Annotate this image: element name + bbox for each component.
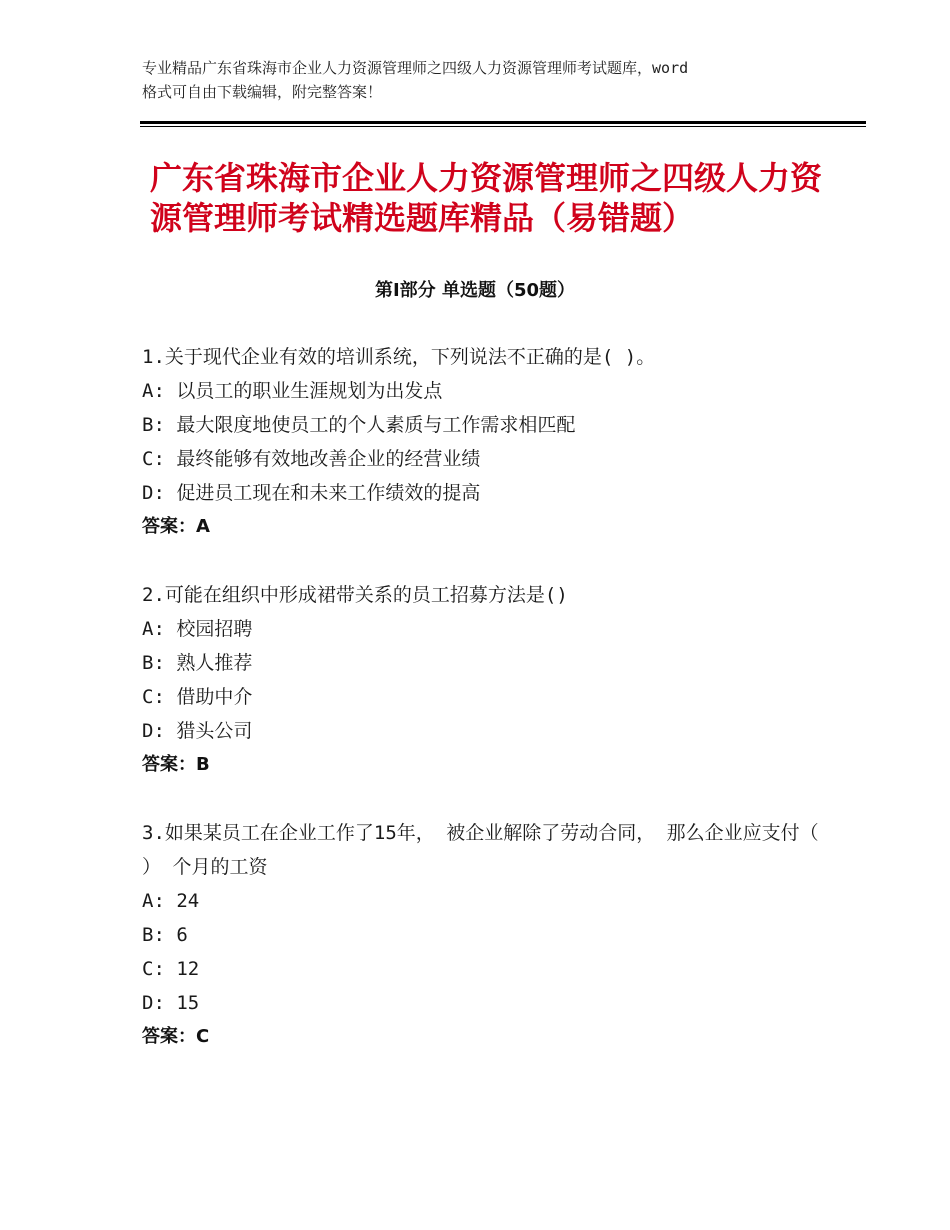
header-note-line-2: 格式可自由下载编辑，附完整答案！ bbox=[142, 83, 383, 101]
answer-label: 答案：C bbox=[142, 1026, 210, 1047]
header-divider-thin bbox=[140, 126, 866, 127]
option-b: B: 熟人推荐 bbox=[142, 652, 253, 674]
header-note bbox=[142, 56, 842, 104]
option-a: A: 以员工的职业生涯规划为出发点 bbox=[142, 380, 443, 402]
option-c: C: 最终能够有效地改善企业的经营业绩 bbox=[142, 448, 481, 470]
option-a: A: 24 bbox=[142, 890, 200, 912]
option-d: D: 促进员工现在和未来工作绩效的提高 bbox=[142, 482, 481, 504]
answer-label: 答案：B bbox=[142, 754, 210, 775]
question-list bbox=[142, 340, 822, 1088]
question-item bbox=[142, 340, 822, 544]
option-c: C: 借助中介 bbox=[142, 686, 253, 708]
question-item bbox=[142, 816, 822, 1054]
option-c: C: 12 bbox=[142, 958, 200, 980]
option-a: A: 校园招聘 bbox=[142, 618, 253, 640]
option-b: B: 最大限度地使员工的个人素质与工作需求相匹配 bbox=[142, 414, 576, 436]
header-note-line-1: 专业精品广东省珠海市企业人力资源管理师之四级人力资源管理师考试题库，word bbox=[142, 59, 689, 77]
question-item bbox=[142, 578, 822, 782]
answer-label: 答案：A bbox=[142, 516, 210, 537]
option-d: D: 猎头公司 bbox=[142, 720, 253, 742]
header-divider-thick bbox=[140, 121, 866, 124]
question-stem: 1.关于现代企业有效的培训系统，下列说法不正确的是( )。 bbox=[142, 346, 656, 368]
document-title: 广东省珠海市企业人力资源管理师之四级人力资源管理师考试精选题库精品（易错题） bbox=[150, 159, 823, 237]
question-stem: 2.可能在组织中形成裙带关系的员工招募方法是() bbox=[142, 584, 568, 606]
option-d: D: 15 bbox=[142, 992, 200, 1014]
section-heading: 第Ⅰ部分 单选题（50题） bbox=[374, 280, 575, 301]
question-stem: 3.如果某员工在企业工作了15年， 被企业解除了劳动合同， 那么企业应支付（ ） 个月的工资 bbox=[142, 822, 819, 878]
option-b: B: 6 bbox=[142, 924, 188, 946]
